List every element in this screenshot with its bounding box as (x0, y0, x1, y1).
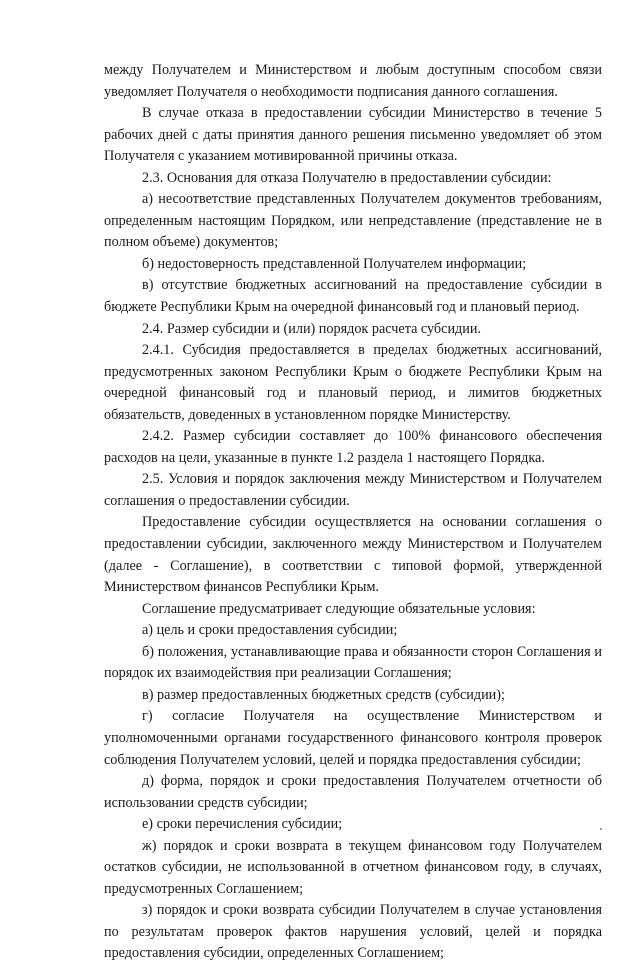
document-body (104, 60, 602, 965)
paragraph-2-3-v: в) отсутствие бюджетных ассигнований на предоставление субсидии в бюджете Республики Крым на очередной финансовый год и плановый период. (104, 277, 602, 316)
paragraph-condition-e: е) сроки перечисления субсидии; (142, 816, 343, 833)
paragraph-condition-g: г) согласие Получателя на осуществление Министерством и уполномоченными органами государственного финансового контроля проверок соблюдения Получателем условий, целей и порядка предоставления субсидии; (104, 708, 602, 768)
paragraph-refusal-notice: В случае отказа в предоставлении субсидии Министерство в течение 5 рабочих дней с даты принятия данного решения письменно уведомляет об этом Получателя с указанием мотивированной причины отказа. (104, 105, 602, 165)
paragraph-agreement-conditions-intro: Соглашение предусматривает следующие обязательные условия: (142, 600, 536, 617)
paragraph-2-5-heading: 2.5. Условия и порядок заключения между Министерством и Получателем соглашения о предоставлении субсидии. (104, 471, 602, 509)
paragraph-condition-b: б) положения, устанавливающие права и обязанности сторон Соглашения и порядок их взаимодействия при реализации Соглашения; (104, 643, 602, 682)
paragraph-agreement-basis: Предоставление субсидии осуществляется на основании соглашения о предоставлении субсидии, заключенного между Министерством и Получателем (далее - Соглашение), в соответствии с типовой формой, утвержденной Министерством финансов Республики Крым. (104, 514, 602, 596)
paragraph-condition-z: з) порядок и сроки возврата субсидии Получателем в случае установления по результатам проверок фактов нарушения условий, целей и порядка предоставления субсидии, определенных Соглашением; (104, 902, 602, 962)
paragraph-condition-zh: ж) порядок и сроки возврата в текущем финансовом году Получателем остатков субсидии, не использованной в отчетном финансовом году, в случаях, предусмотренных Соглашением; (104, 837, 602, 897)
paragraph-condition-v: в) размер предоставленных бюджетных средств (субсидии); (142, 686, 505, 703)
paragraph-2-3-a: а) несоответствие представленных Получателем документов требованиям, определенным настоящим Порядком, или непредставление (представление не в полном объеме) документов; (104, 191, 602, 251)
paragraph-2-3-heading: 2.3. Основания для отказа Получателю в предоставлении субсидии: (142, 169, 552, 186)
paragraph-2-4-1: 2.4.1. Субсидия предоставляется в пределах бюджетных ассигнований, предусмотренных законом Республики Крым о бюджете Республики Крым на очередной финансовый год и плановый период, и лимитов бюджетных обязательств, доведенных в установленном порядке Министерству. (104, 342, 602, 423)
paragraph-condition-a: а) цель и сроки предоставления субсидии; (142, 622, 398, 639)
scan-speck (600, 828, 602, 830)
paragraph-2-3-b: б) недостоверность представленной Получателем информации; (142, 255, 527, 272)
paragraph-notification-continuation: между Получателем и Министерством и любым доступным способом связи уведомляет Получателя о необходимости подписания данного соглашения. (104, 62, 602, 100)
paragraph-condition-d: д) форма, порядок и сроки предоставления Получателем отчетности об использовании средств субсидии; (104, 773, 602, 811)
paragraph-2-4-heading: 2.4. Размер субсидии и (или) порядок расчета субсидии. (142, 320, 481, 337)
paragraph-2-4-2: 2.4.2. Размер субсидии составляет до 100% финансового обеспечения расходов на цели, указанные в пункте 1.2 раздела 1 настоящего Порядка. (104, 428, 602, 466)
